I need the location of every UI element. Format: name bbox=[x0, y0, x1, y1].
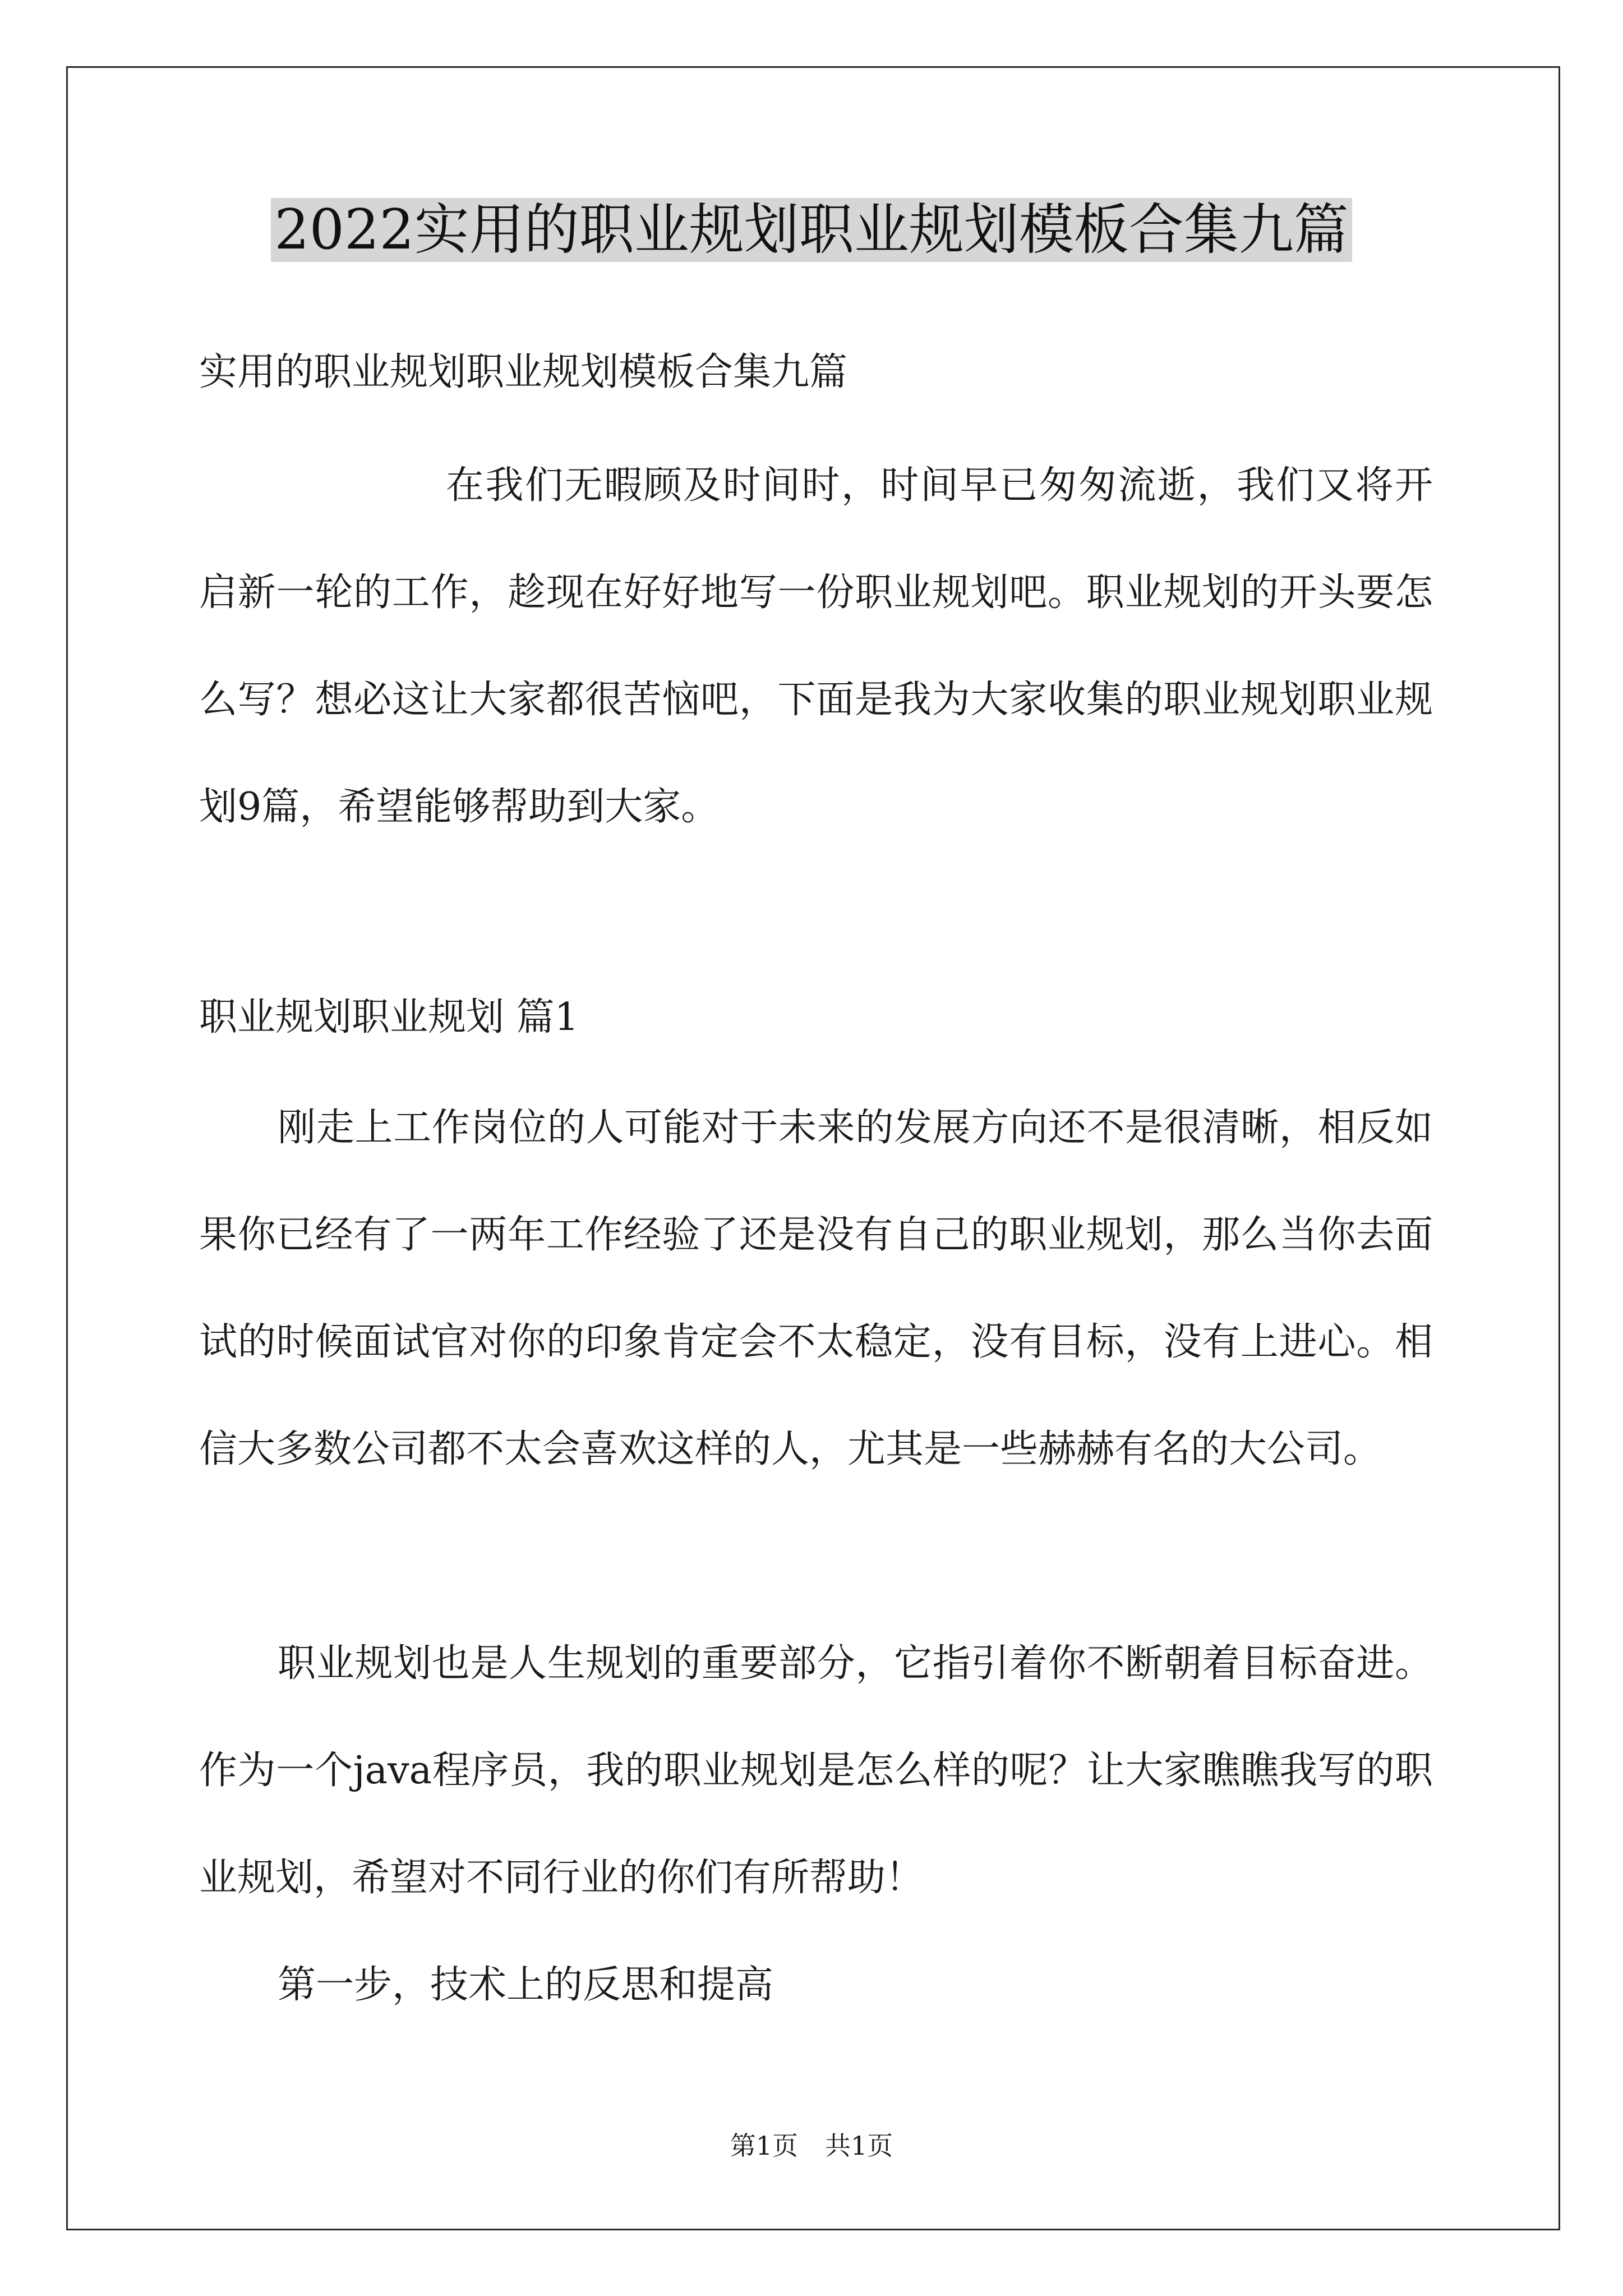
body-paragraph-3: 第一步，技术上的反思和提高 bbox=[278, 1963, 774, 2007]
page-number-current: 第1页 bbox=[730, 2131, 798, 2161]
document-title bbox=[0, 194, 1623, 266]
section-heading: 职业规划职业规划 篇1 bbox=[199, 995, 579, 1039]
page-number-total: 共1页 bbox=[825, 2131, 893, 2161]
body-paragraph-1: 刚走上工作岗位的人可能对于未来的发展方向还不是很清晰，相反如果你已经有了一两年工作经验了还是没有自己的职业规划，那么当你去面试的时候面试官对你的印象肯定会不太稳定，没有目标，没有上进心。相信大多数公司都不太会喜欢这样的人，尤其是一些赫赫有名的大公司。 bbox=[199, 1106, 1433, 1471]
document-title-text: 2022实用的职业规划职业规划模板合集九篇 bbox=[271, 198, 1352, 262]
document-subtitle: 实用的职业规划职业规划模板合集九篇 bbox=[199, 350, 848, 394]
page-footer bbox=[0, 2129, 1623, 2162]
body-paragraph-2: 职业规划也是人生规划的重要部分，它指引着你不断朝着目标奋进。作为一个java程序员，我的职业规划是怎么样的呢？让大家瞧瞧我写的职业规划，希望对不同行业的你们有所帮助！ bbox=[199, 1641, 1433, 1900]
intro-paragraph: 在我们无暇顾及时间时，时间早已匆匆流逝，我们又将开启新一轮的工作，趁现在好好地写一份职业规划吧。职业规划的开头要怎么写？想必这让大家都很苦恼吧，下面是我为大家收集的职业规划职业规划9篇，希望能够帮助到大家。 bbox=[199, 463, 1433, 829]
